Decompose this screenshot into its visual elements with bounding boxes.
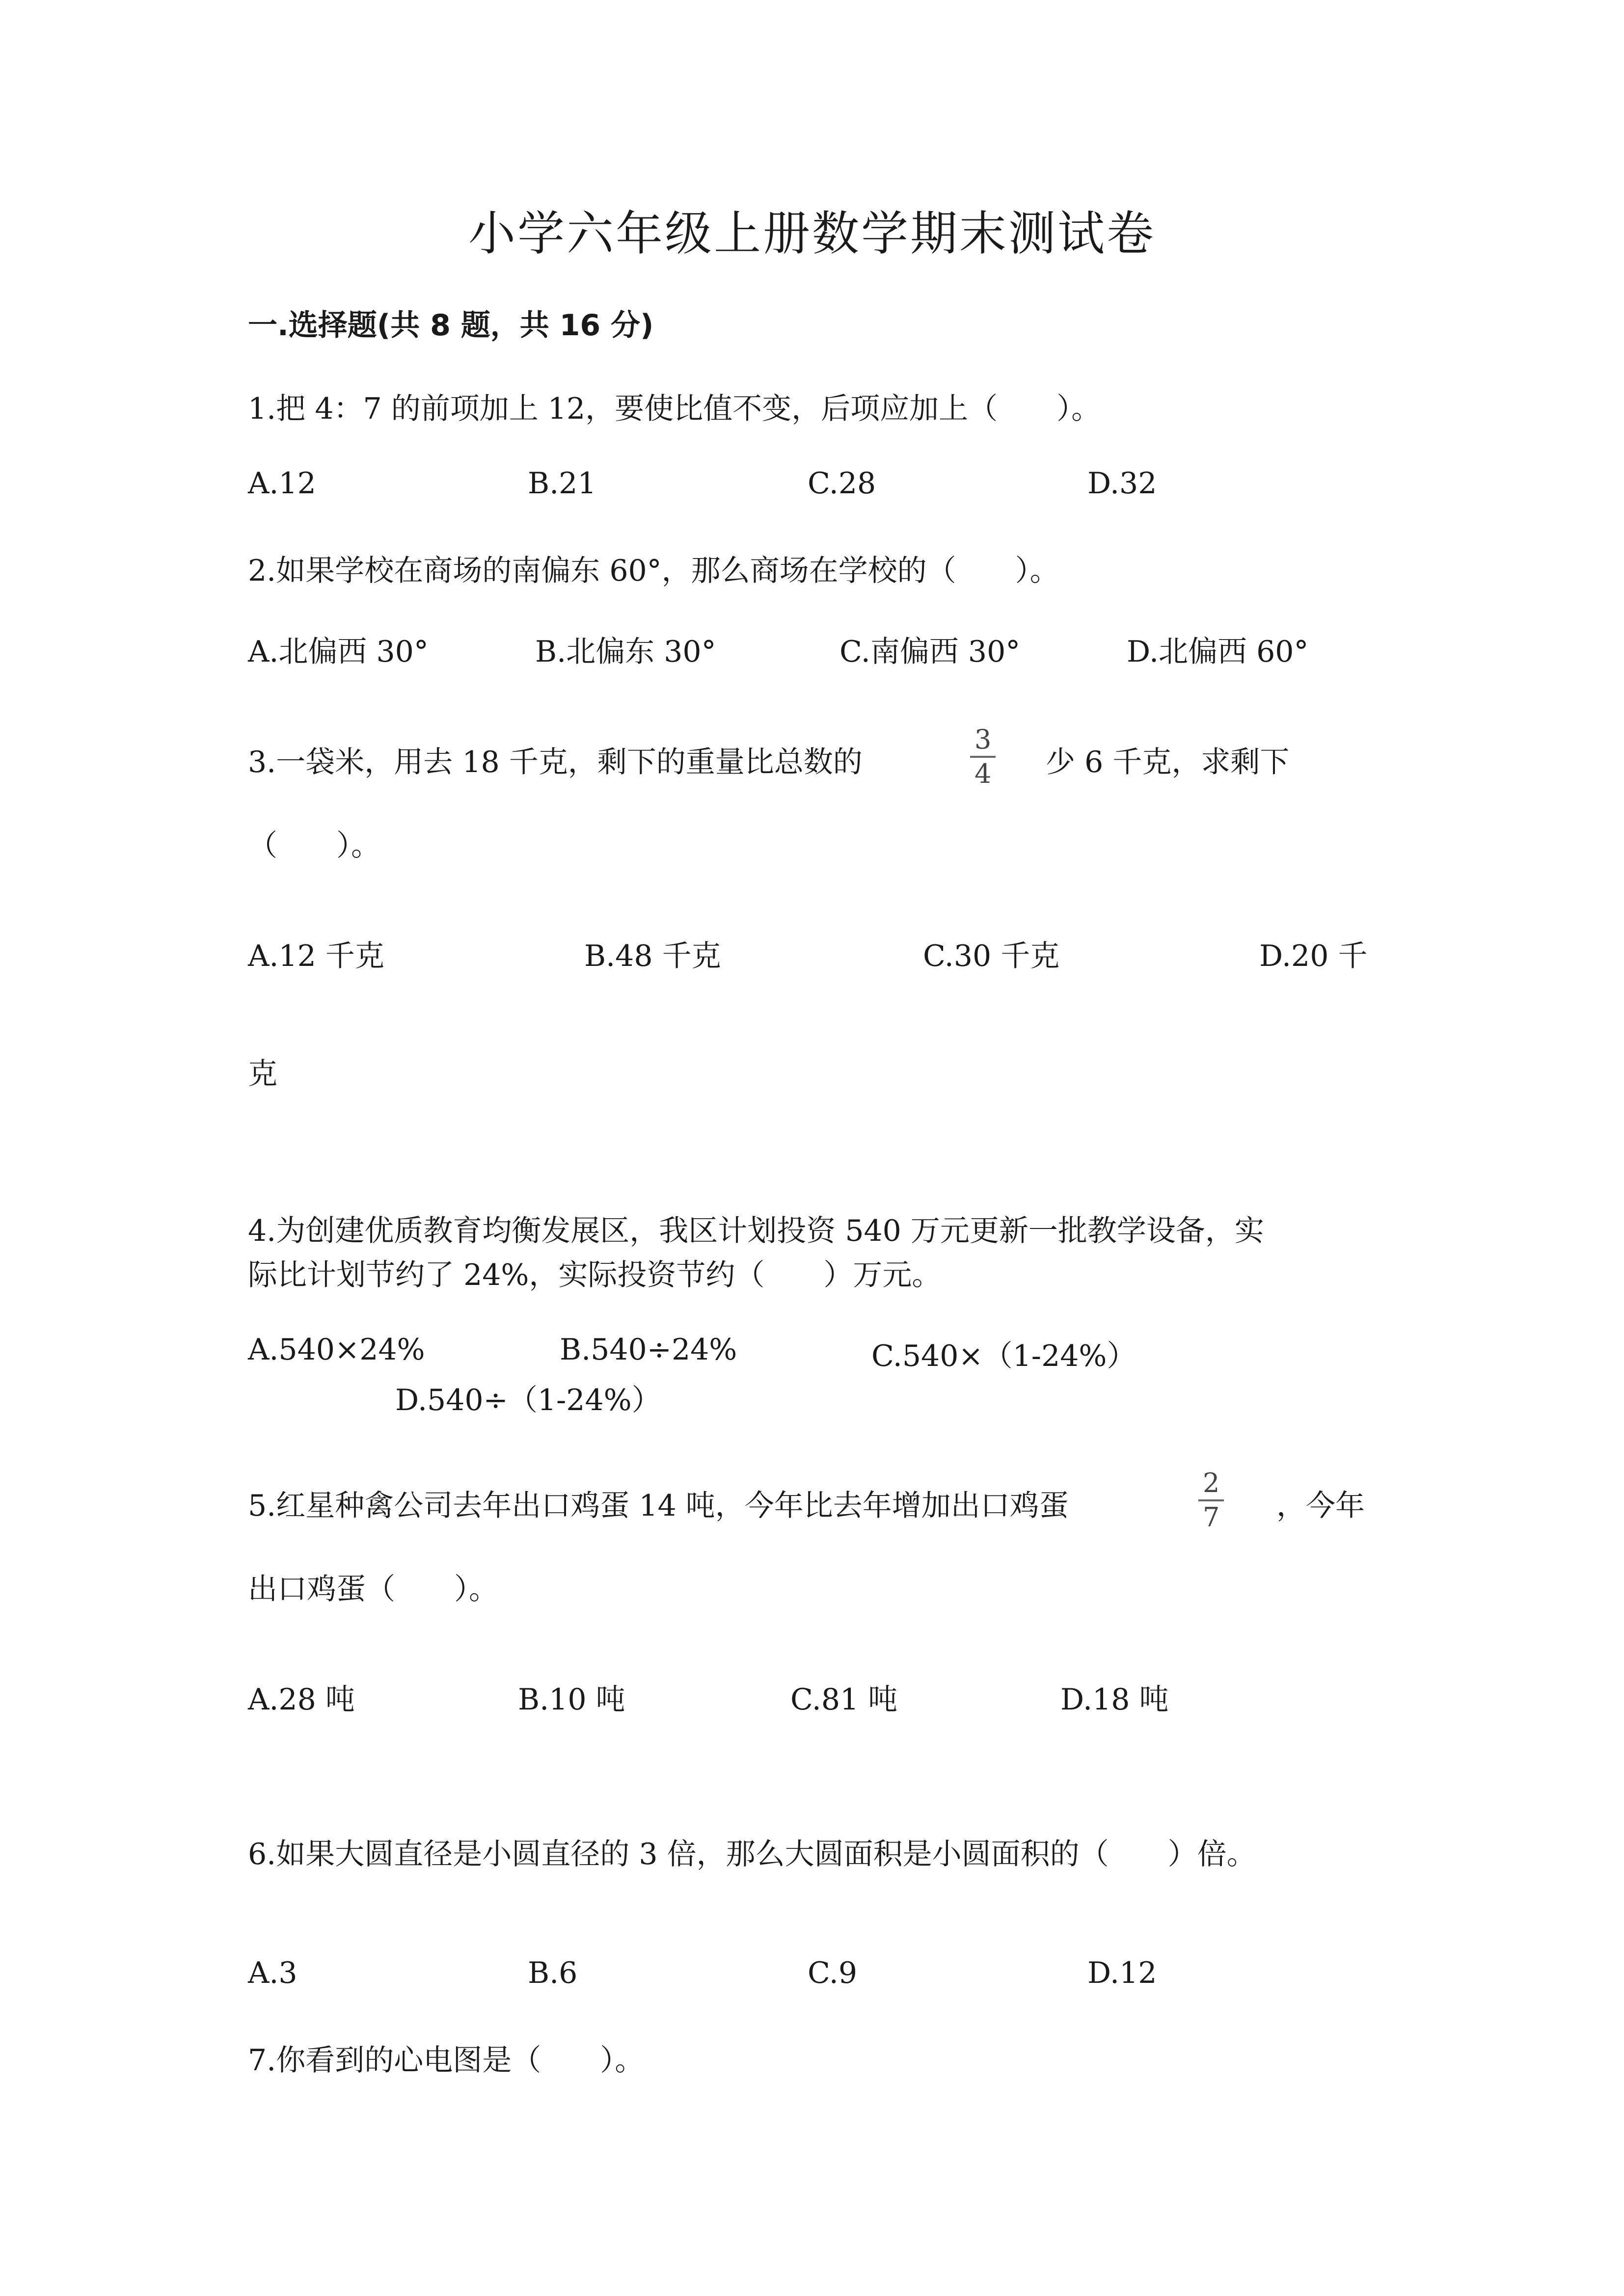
q6-option-c[interactable]: C.9 [808, 1956, 858, 1990]
q3-option-b[interactable]: B.48 千克 [584, 939, 721, 973]
q3-option-c[interactable]: C.30 千克 [923, 939, 1060, 973]
q2-option-c[interactable]: C.南偏西 30° [839, 635, 1021, 669]
q5-option-c[interactable]: C.81 吨 [790, 1682, 898, 1717]
page-title: 小学六年级上册数学期末测试卷 [468, 206, 1156, 261]
q1-option-c[interactable]: C.28 [808, 466, 876, 501]
q1-option-d[interactable]: D.32 [1087, 466, 1157, 501]
question-6-text: 6.如果大圆直径是小圆直径的 3 倍，那么大圆面积是小圆面积的（ ）倍。 [248, 1837, 1256, 1871]
q2-option-d[interactable]: D.北偏西 60° [1127, 635, 1309, 669]
q1-option-b[interactable]: B.21 [528, 466, 596, 501]
q4-option-c[interactable]: C.540×（1-24%） [871, 1339, 1137, 1373]
q4-option-b[interactable]: B.540÷24% [560, 1333, 737, 1367]
q5-fraction [1198, 1470, 1224, 1531]
q1-option-a[interactable]: A.12 [248, 466, 316, 501]
q5-fraction-numerator: 2 [1203, 1468, 1220, 1498]
q2-option-a[interactable]: A.北偏西 30° [248, 635, 429, 669]
q3-option-d-wrap: 克 [248, 1057, 277, 1091]
q3-fraction [970, 726, 996, 787]
q5-option-b[interactable]: B.10 吨 [518, 1682, 625, 1717]
q3-option-d[interactable]: D.20 千 [1259, 939, 1368, 973]
q6-option-b[interactable]: B.6 [528, 1956, 578, 1990]
question-5-text-end: ，今年 [1276, 1489, 1365, 1523]
question-3-text-start: 3.一袋米，用去 18 千克，剩下的重量比总数的 [248, 745, 863, 779]
question-2-text: 2.如果学校在商场的南偏东 60°，那么商场在学校的（ ）。 [248, 554, 1059, 588]
q3-fraction-denominator: 4 [974, 758, 992, 789]
q2-option-b[interactable]: B.北偏东 30° [535, 635, 716, 669]
question-5-text-line2: 出口鸡蛋（ ）。 [248, 1572, 498, 1606]
question-5-text-start: 5.红星种禽公司去年出口鸡蛋 14 吨，今年比去年增加出口鸡蛋 [248, 1489, 1069, 1523]
q5-fraction-denominator: 7 [1203, 1502, 1220, 1533]
question-3-text-end: 少 6 千克，求剩下 [1046, 745, 1290, 779]
question-4-text-line2: 际比计划节约了 24%，实际投资节约（ ）万元。 [248, 1258, 942, 1292]
q6-option-a[interactable]: A.3 [248, 1956, 298, 1990]
question-4-text-line1: 4.为创建优质教育均衡发展区，我区计划投资 540 万元更新一批教学设备，实 [248, 1214, 1264, 1248]
q6-option-d[interactable]: D.12 [1087, 1956, 1157, 1990]
q4-option-a[interactable]: A.540×24% [248, 1333, 425, 1367]
q3-option-a[interactable]: A.12 千克 [248, 939, 384, 973]
question-3-text-line2: （ ）。 [248, 828, 380, 863]
q4-option-d[interactable]: D.540÷（1-24%） [395, 1383, 661, 1417]
q3-fraction-numerator: 3 [974, 724, 992, 755]
question-7-text: 7.你看到的心电图是（ ）。 [248, 2043, 645, 2078]
section-heading: 一.选择题(共 8 题，共 16 分) [248, 308, 654, 343]
q5-option-d[interactable]: D.18 吨 [1060, 1682, 1169, 1717]
question-1-text: 1.把 4：7 的前项加上 12，要使比值不变，后项应加上（ ）。 [248, 392, 1101, 426]
q5-option-a[interactable]: A.28 吨 [248, 1682, 355, 1717]
